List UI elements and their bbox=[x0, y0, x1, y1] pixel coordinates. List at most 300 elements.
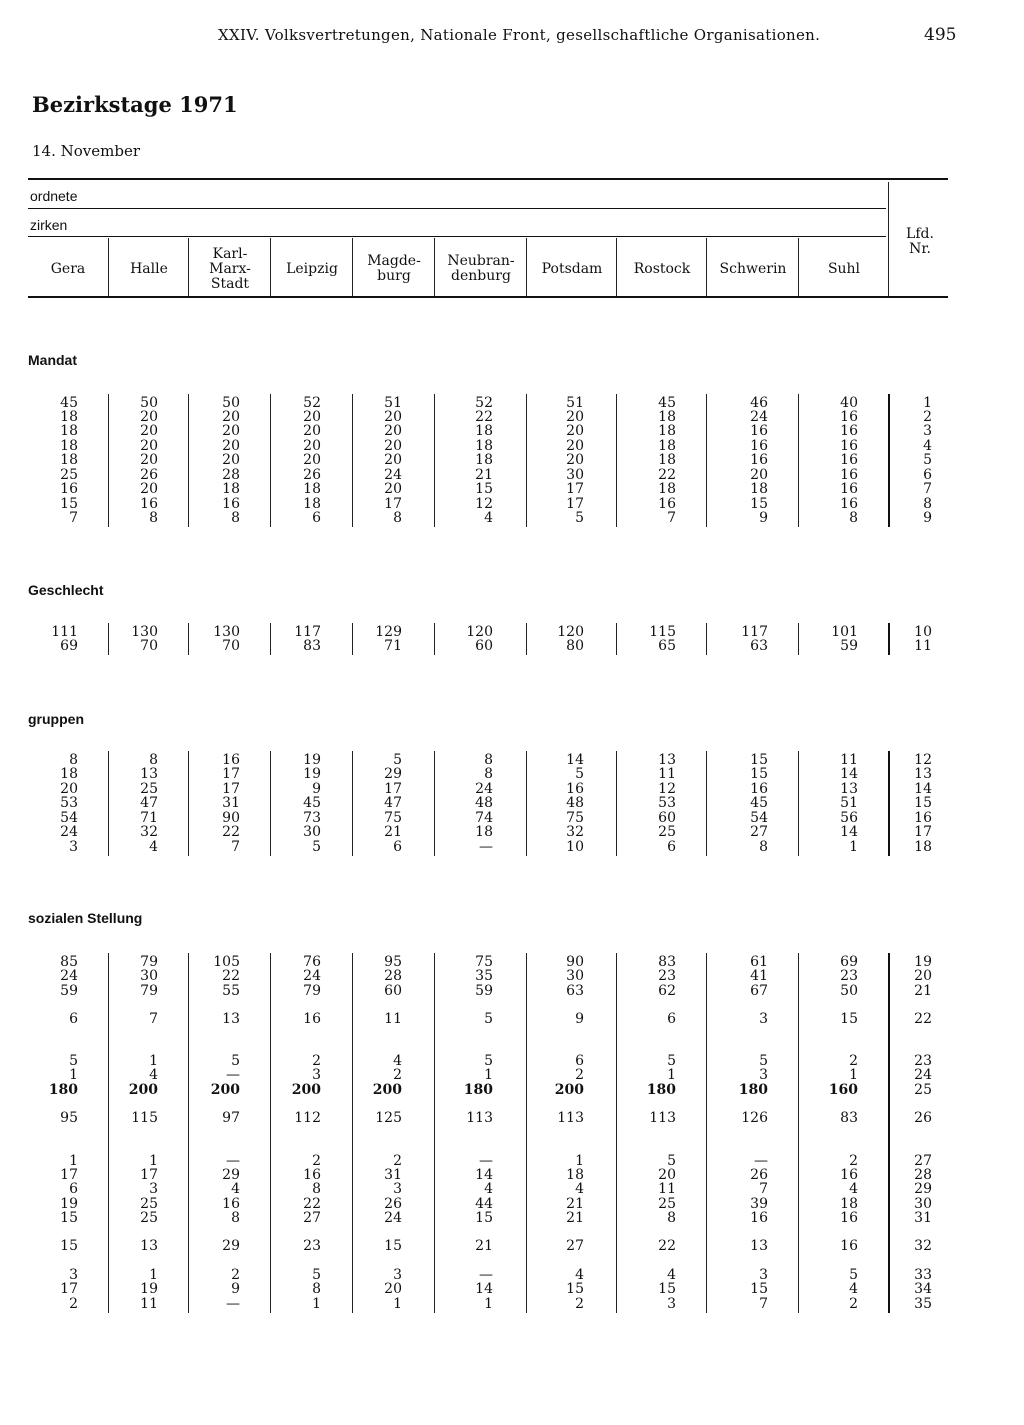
row-number: 2 bbox=[923, 409, 932, 425]
table-cell: 5 bbox=[484, 1011, 493, 1027]
table-cell: 14 bbox=[566, 752, 584, 768]
row-number: 25 bbox=[914, 1082, 932, 1098]
header-label-ordnete: ordnete bbox=[30, 188, 78, 204]
table-cell: 8 bbox=[231, 510, 240, 526]
column-divider bbox=[270, 394, 271, 527]
table-cell: 63 bbox=[566, 983, 584, 999]
table-cell: 9 bbox=[575, 1011, 584, 1027]
table-cell: 46 bbox=[750, 395, 768, 411]
table-cell: 54 bbox=[60, 810, 78, 826]
table-cell: 2 bbox=[69, 1296, 78, 1312]
table-cell: 5 bbox=[393, 752, 402, 768]
table-cell: 4 bbox=[667, 1267, 676, 1283]
table-cell: 7 bbox=[149, 1011, 158, 1027]
table-cell: 11 bbox=[384, 1011, 402, 1027]
row-number: 9 bbox=[923, 510, 932, 526]
row-number: 20 bbox=[914, 968, 932, 984]
table-cell: 75 bbox=[384, 810, 402, 826]
table-cell: 15 bbox=[60, 1210, 78, 1226]
row-number: 13 bbox=[914, 766, 932, 782]
table-cell: 1 bbox=[69, 1067, 78, 1083]
table-cell: 129 bbox=[375, 624, 402, 640]
lfd-divider bbox=[888, 751, 890, 856]
table-cell: 9 bbox=[231, 1281, 240, 1297]
row-number: 27 bbox=[914, 1153, 932, 1169]
table-cell: 5 bbox=[312, 1267, 321, 1283]
table-cell: 60 bbox=[475, 638, 493, 654]
row-number: 3 bbox=[923, 423, 932, 439]
table-cell: 47 bbox=[384, 795, 402, 811]
table-cell: 11 bbox=[840, 752, 858, 768]
column-divider bbox=[706, 953, 707, 1313]
table-cell: 18 bbox=[566, 1167, 584, 1183]
column-divider bbox=[270, 751, 271, 856]
column-header-neubrandenburg: Neubran- denburg bbox=[447, 253, 515, 284]
column-divider bbox=[188, 953, 189, 1313]
table-cell: 59 bbox=[475, 983, 493, 999]
table-cell: 18 bbox=[60, 409, 78, 425]
column-divider bbox=[526, 623, 527, 655]
table-cell: 20 bbox=[750, 467, 768, 483]
table-cell: 11 bbox=[658, 766, 676, 782]
table-cell: 20 bbox=[566, 452, 584, 468]
table-cell: 35 bbox=[475, 968, 493, 984]
column-header-halle: Halle bbox=[130, 260, 168, 277]
table-cell: 15 bbox=[566, 1281, 584, 1297]
header-column-divider bbox=[270, 238, 271, 296]
table-cell: 8 bbox=[231, 1210, 240, 1226]
table-cell: 90 bbox=[566, 954, 584, 970]
table-cell: 2 bbox=[312, 1053, 321, 1069]
table-cell: 16 bbox=[840, 1210, 858, 1226]
table-cell: 25 bbox=[140, 1196, 158, 1212]
row-number: 14 bbox=[914, 781, 932, 797]
table-cell: 4 bbox=[575, 1181, 584, 1197]
table-cell: 16 bbox=[840, 1238, 858, 1254]
table-cell: 16 bbox=[840, 438, 858, 454]
table-cell: 3 bbox=[69, 1267, 78, 1283]
table-cell: 13 bbox=[222, 1011, 240, 1027]
table-cell: 18 bbox=[658, 438, 676, 454]
table-cell: 130 bbox=[131, 624, 158, 640]
table-cell: 23 bbox=[658, 968, 676, 984]
header-column-divider bbox=[616, 238, 617, 296]
table-cell: 20 bbox=[140, 481, 158, 497]
table-cell: 50 bbox=[840, 983, 858, 999]
table-cell: 79 bbox=[140, 954, 158, 970]
table-cell: 113 bbox=[649, 1110, 676, 1126]
table-cell: 30 bbox=[566, 467, 584, 483]
table-cell: 16 bbox=[840, 467, 858, 483]
row-number: 23 bbox=[914, 1053, 932, 1069]
table-cell: 21 bbox=[566, 1210, 584, 1226]
table-cell: 20 bbox=[60, 781, 78, 797]
table-cell: 50 bbox=[140, 395, 158, 411]
table-cell: 19 bbox=[303, 752, 321, 768]
table-cell: 5 bbox=[69, 1053, 78, 1069]
table-cell: 74 bbox=[475, 810, 493, 826]
table-cell: 75 bbox=[566, 810, 584, 826]
table-cell: 18 bbox=[303, 496, 321, 512]
table-cell: 69 bbox=[60, 638, 78, 654]
table-cell: 48 bbox=[475, 795, 493, 811]
table-cell: 1 bbox=[149, 1053, 158, 1069]
table-cell: 17 bbox=[384, 496, 402, 512]
table-cell: 80 bbox=[566, 638, 584, 654]
row-number: 10 bbox=[914, 624, 932, 640]
table-cell: 16 bbox=[840, 409, 858, 425]
table-cell: 1 bbox=[149, 1153, 158, 1169]
table-cell: 14 bbox=[840, 766, 858, 782]
table-cell: 15 bbox=[60, 1238, 78, 1254]
table-cell: 90 bbox=[222, 810, 240, 826]
column-divider bbox=[108, 953, 109, 1313]
row-number: 24 bbox=[914, 1067, 932, 1083]
table-cell: 67 bbox=[750, 983, 768, 999]
table-cell: 24 bbox=[750, 409, 768, 425]
section-title: gruppen bbox=[28, 711, 84, 727]
column-divider bbox=[108, 623, 109, 655]
table-cell: 15 bbox=[750, 496, 768, 512]
table-cell: 5 bbox=[575, 510, 584, 526]
column-divider bbox=[706, 623, 707, 655]
table-cell: 2 bbox=[393, 1067, 402, 1083]
table-cell: 200 bbox=[291, 1082, 321, 1098]
table-cell: 16 bbox=[840, 481, 858, 497]
table-cell: 18 bbox=[222, 481, 240, 497]
table-cell: 85 bbox=[60, 954, 78, 970]
table-cell: 24 bbox=[475, 781, 493, 797]
table-cell: 9 bbox=[759, 510, 768, 526]
table-cell: 63 bbox=[750, 638, 768, 654]
table-cell: 180 bbox=[738, 1082, 768, 1098]
table-cell: 30 bbox=[140, 968, 158, 984]
table-cell: 5 bbox=[759, 1053, 768, 1069]
row-number: 6 bbox=[923, 467, 932, 483]
table-cell: 24 bbox=[60, 968, 78, 984]
table-cell: 45 bbox=[750, 795, 768, 811]
column-header-gera: Gera bbox=[50, 260, 86, 277]
table-cell: 19 bbox=[60, 1196, 78, 1212]
table-cell: 200 bbox=[372, 1082, 402, 1098]
column-divider bbox=[188, 751, 189, 856]
table-cell: 8 bbox=[759, 839, 768, 855]
row-number: 29 bbox=[914, 1181, 932, 1197]
table-cell: 126 bbox=[741, 1110, 768, 1126]
table-cell: 117 bbox=[294, 624, 321, 640]
lfd-divider bbox=[888, 953, 890, 1313]
table-cell: 20 bbox=[384, 409, 402, 425]
table-cell: 20 bbox=[566, 423, 584, 439]
column-divider bbox=[706, 394, 707, 527]
table-cell: 18 bbox=[658, 423, 676, 439]
table-cell: 17 bbox=[222, 766, 240, 782]
table-cell: 71 bbox=[384, 638, 402, 654]
table-cell: 17 bbox=[140, 1167, 158, 1183]
header-column-divider bbox=[526, 238, 527, 296]
table-cell: 2 bbox=[393, 1153, 402, 1169]
table-cell: 52 bbox=[303, 395, 321, 411]
table-cell: 4 bbox=[484, 1181, 493, 1197]
table-cell: 3 bbox=[393, 1267, 402, 1283]
table-cell: 8 bbox=[484, 766, 493, 782]
column-header-magdeburg: Magde- burg bbox=[367, 253, 421, 284]
table-cell: 1 bbox=[484, 1067, 493, 1083]
table-cell: 4 bbox=[849, 1281, 858, 1297]
table-cell: 45 bbox=[658, 395, 676, 411]
column-divider bbox=[352, 623, 353, 655]
column-divider bbox=[798, 953, 799, 1313]
table-cell: — bbox=[226, 1153, 240, 1169]
table-cell: 2 bbox=[575, 1296, 584, 1312]
table-cell: 18 bbox=[750, 481, 768, 497]
table-cell: — bbox=[754, 1153, 768, 1169]
column-divider bbox=[526, 394, 527, 527]
column-divider bbox=[798, 751, 799, 856]
column-header-schwerin: Schwerin bbox=[719, 260, 787, 277]
table-cell: 25 bbox=[60, 467, 78, 483]
table-cell: 21 bbox=[475, 467, 493, 483]
column-header-suhl: Suhl bbox=[827, 260, 861, 277]
table-cell: 27 bbox=[303, 1210, 321, 1226]
table-cell: 16 bbox=[303, 1011, 321, 1027]
table-cell: 6 bbox=[393, 839, 402, 855]
table-cell: 20 bbox=[222, 409, 240, 425]
table-cell: 83 bbox=[303, 638, 321, 654]
header-top-rule bbox=[28, 178, 948, 180]
table-cell: 15 bbox=[60, 496, 78, 512]
table-cell: 51 bbox=[840, 795, 858, 811]
table-cell: 16 bbox=[658, 496, 676, 512]
table-cell: 27 bbox=[566, 1238, 584, 1254]
table-cell: 20 bbox=[222, 423, 240, 439]
table-cell: 21 bbox=[566, 1196, 584, 1212]
table-cell: 26 bbox=[750, 1167, 768, 1183]
table-cell: 95 bbox=[60, 1110, 78, 1126]
table-cell: 20 bbox=[384, 1281, 402, 1297]
table-cell: 14 bbox=[840, 824, 858, 840]
row-number: 21 bbox=[914, 983, 932, 999]
table-cell: 12 bbox=[658, 781, 676, 797]
row-number: 32 bbox=[914, 1238, 932, 1254]
table-cell: 76 bbox=[303, 954, 321, 970]
table-cell: 16 bbox=[140, 496, 158, 512]
table-cell: 3 bbox=[759, 1267, 768, 1283]
column-divider bbox=[352, 394, 353, 527]
column-divider bbox=[270, 953, 271, 1313]
table-cell: 4 bbox=[575, 1267, 584, 1283]
table-cell: 20 bbox=[658, 1167, 676, 1183]
table-cell: — bbox=[479, 1153, 493, 1169]
column-divider bbox=[434, 751, 435, 856]
table-cell: 16 bbox=[750, 1210, 768, 1226]
table-cell: 39 bbox=[750, 1196, 768, 1212]
header-column-divider bbox=[798, 238, 799, 296]
table-cell: 60 bbox=[384, 983, 402, 999]
table-cell: 14 bbox=[475, 1167, 493, 1183]
table-cell: 3 bbox=[667, 1296, 676, 1312]
table-cell: 120 bbox=[557, 624, 584, 640]
row-number: 31 bbox=[914, 1210, 932, 1226]
table-cell: 22 bbox=[475, 409, 493, 425]
table-cell: 15 bbox=[658, 1281, 676, 1297]
table-cell: 18 bbox=[303, 481, 321, 497]
column-divider bbox=[108, 394, 109, 527]
table-cell: 16 bbox=[750, 452, 768, 468]
table-cell: 16 bbox=[222, 496, 240, 512]
row-number: 7 bbox=[923, 481, 932, 497]
column-header-rostock: Rostock bbox=[633, 260, 691, 277]
table-cell: — bbox=[479, 1267, 493, 1283]
table-cell: 18 bbox=[60, 452, 78, 468]
column-divider bbox=[706, 751, 707, 856]
table-cell: 1 bbox=[667, 1067, 676, 1083]
table-cell: 16 bbox=[750, 423, 768, 439]
row-number: 35 bbox=[914, 1296, 932, 1312]
table-cell: 16 bbox=[222, 1196, 240, 1212]
table-cell: 4 bbox=[149, 839, 158, 855]
table-cell: 30 bbox=[566, 968, 584, 984]
table-cell: 20 bbox=[303, 452, 321, 468]
table-cell: 7 bbox=[69, 510, 78, 526]
table-cell: 21 bbox=[475, 1238, 493, 1254]
table-cell: 113 bbox=[466, 1110, 493, 1126]
table-cell: 18 bbox=[658, 452, 676, 468]
table-cell: 120 bbox=[466, 624, 493, 640]
table-cell: 24 bbox=[384, 1210, 402, 1226]
table-cell: 16 bbox=[60, 481, 78, 497]
table-cell: 4 bbox=[149, 1067, 158, 1083]
row-number: 1 bbox=[923, 395, 932, 411]
table-cell: 8 bbox=[393, 510, 402, 526]
header-column-divider bbox=[352, 238, 353, 296]
table-cell: 83 bbox=[840, 1110, 858, 1126]
header-lfd-nr: Lfd. Nr. bbox=[906, 226, 934, 257]
table-cell: 6 bbox=[667, 1011, 676, 1027]
table-cell: 22 bbox=[222, 824, 240, 840]
table-cell: 52 bbox=[475, 395, 493, 411]
section-title: Geschlecht bbox=[28, 582, 104, 598]
page-subtitle: 14. November bbox=[32, 142, 141, 160]
table-cell: 27 bbox=[750, 824, 768, 840]
table-cell: 5 bbox=[667, 1053, 676, 1069]
table-cell: 59 bbox=[840, 638, 858, 654]
table-cell: 16 bbox=[566, 781, 584, 797]
table-cell: 2 bbox=[849, 1296, 858, 1312]
table-cell: 50 bbox=[222, 395, 240, 411]
column-divider bbox=[616, 953, 617, 1313]
table-cell: 30 bbox=[303, 824, 321, 840]
table-cell: 18 bbox=[60, 423, 78, 439]
table-cell: 111 bbox=[51, 624, 78, 640]
table-cell: 59 bbox=[60, 983, 78, 999]
page-number: 495 bbox=[924, 25, 957, 45]
table-cell: 6 bbox=[667, 839, 676, 855]
row-number: 16 bbox=[914, 810, 932, 826]
table-cell: 32 bbox=[566, 824, 584, 840]
table-cell: 8 bbox=[849, 510, 858, 526]
table-cell: 5 bbox=[312, 839, 321, 855]
table-cell: 3 bbox=[312, 1067, 321, 1083]
row-number: 34 bbox=[914, 1281, 932, 1297]
column-divider bbox=[798, 623, 799, 655]
table-cell: 8 bbox=[667, 1210, 676, 1226]
table-cell: 17 bbox=[566, 481, 584, 497]
table-cell: 51 bbox=[384, 395, 402, 411]
header-row2-rule bbox=[28, 236, 886, 237]
running-title: XXIV. Volksvertretungen, Nationale Front, gesellschaftliche Organisationen. bbox=[218, 26, 821, 44]
table-cell: 11 bbox=[140, 1296, 158, 1312]
table-cell: 200 bbox=[210, 1082, 240, 1098]
table-cell: 60 bbox=[658, 810, 676, 826]
table-cell: 28 bbox=[222, 467, 240, 483]
table-cell: 20 bbox=[222, 452, 240, 468]
table-cell: 51 bbox=[566, 395, 584, 411]
table-cell: 95 bbox=[384, 954, 402, 970]
table-cell: 18 bbox=[658, 409, 676, 425]
table-cell: 20 bbox=[303, 438, 321, 454]
table-cell: 16 bbox=[750, 781, 768, 797]
table-cell: — bbox=[226, 1067, 240, 1083]
table-cell: 31 bbox=[222, 795, 240, 811]
table-cell: 44 bbox=[475, 1196, 493, 1212]
table-cell: 8 bbox=[69, 752, 78, 768]
table-cell: 1 bbox=[849, 839, 858, 855]
table-cell: 97 bbox=[222, 1110, 240, 1126]
table-cell: 20 bbox=[140, 452, 158, 468]
table-cell: 23 bbox=[303, 1238, 321, 1254]
running-head bbox=[0, 26, 1024, 48]
column-divider bbox=[434, 394, 435, 527]
table-cell: 15 bbox=[750, 1281, 768, 1297]
table-cell: 9 bbox=[312, 781, 321, 797]
table-cell: 15 bbox=[840, 1011, 858, 1027]
column-divider bbox=[434, 953, 435, 1313]
table-cell: 15 bbox=[475, 1210, 493, 1226]
table-cell: — bbox=[479, 839, 493, 855]
column-divider bbox=[188, 623, 189, 655]
table-cell: 40 bbox=[840, 395, 858, 411]
table-cell: 112 bbox=[294, 1110, 321, 1126]
row-number: 26 bbox=[914, 1110, 932, 1126]
table-cell: 41 bbox=[750, 968, 768, 984]
table-cell: 4 bbox=[484, 510, 493, 526]
table-cell: 3 bbox=[759, 1011, 768, 1027]
table-cell: 16 bbox=[840, 1167, 858, 1183]
table-cell: 22 bbox=[658, 1238, 676, 1254]
table-cell: 1 bbox=[312, 1296, 321, 1312]
table-cell: 1 bbox=[69, 1153, 78, 1169]
table-cell: 1 bbox=[393, 1296, 402, 1312]
table-cell: 48 bbox=[566, 795, 584, 811]
table-cell: 17 bbox=[60, 1167, 78, 1183]
table-cell: 79 bbox=[140, 983, 158, 999]
table-cell: 1 bbox=[575, 1153, 584, 1169]
table-cell: 53 bbox=[60, 795, 78, 811]
table-cell: 2 bbox=[849, 1153, 858, 1169]
table-cell: 20 bbox=[566, 409, 584, 425]
column-divider bbox=[434, 623, 435, 655]
column-divider bbox=[352, 953, 353, 1313]
column-header-karlmarxstadt: Karl- Marx- Stadt bbox=[209, 245, 251, 292]
table-cell: 7 bbox=[759, 1296, 768, 1312]
table-cell: 8 bbox=[484, 752, 493, 768]
section-title: Mandat bbox=[28, 352, 77, 368]
table-cell: — bbox=[226, 1296, 240, 1312]
row-number: 8 bbox=[923, 496, 932, 512]
table-cell: 69 bbox=[840, 954, 858, 970]
table-cell: 1 bbox=[149, 1267, 158, 1283]
